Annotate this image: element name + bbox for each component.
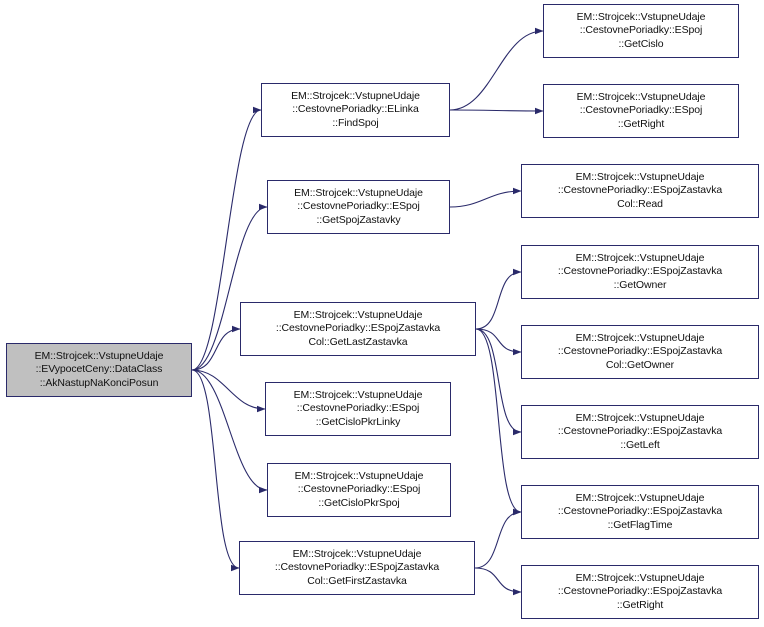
graph-node-label-line: EM::Strojcek::VstupneUdaje xyxy=(293,389,423,402)
graph-node-getleft[interactable] xyxy=(521,405,759,459)
graph-node-getcislopkrspoj[interactable] xyxy=(267,463,451,517)
graph-edge-getspojzastavky-to-read xyxy=(450,191,521,207)
graph-edge-root-to-getfirstzastavka xyxy=(192,370,239,568)
graph-node-label-line: ::GetCisloPkrSpoj xyxy=(318,496,400,509)
graph-node-label-line: ::GetLeft xyxy=(620,438,660,451)
graph-node-label-line: ::GetOwner xyxy=(613,278,667,291)
graph-node-read[interactable] xyxy=(521,164,759,218)
graph-node-label-line: EM::Strojcek::VstupneUdaje xyxy=(575,412,705,425)
graph-node-label-line: ::GetSpojZastavky xyxy=(316,213,401,226)
graph-node-label-line: Col::GetOwner xyxy=(605,358,675,371)
graph-node-label-line: ::CestovnePoriadky::ESpojZastavka xyxy=(557,345,723,358)
graph-node-label-line: ::CestovnePoriadky::ESpoj xyxy=(297,200,420,213)
graph-node-label-line: ::GetFlagTime xyxy=(607,518,673,531)
graph-edge-root-to-getcislopkrlinky xyxy=(192,370,265,409)
graph-node-label-line: EM::Strojcek::VstupneUdaje xyxy=(34,350,164,363)
graph-edge-findspoj-to-getright_espoj xyxy=(450,110,543,111)
graph-node-label-line: ::GetCislo xyxy=(618,37,664,50)
graph-node-label-line: ::CestovnePoriadky::ESpojZastavka xyxy=(274,561,440,574)
graph-node-getright_espoj[interactable] xyxy=(543,84,739,138)
graph-node-label-line: ::CestovnePoriadky::ESpoj xyxy=(579,104,703,117)
graph-node-label-line: ::EVypocetCeny::DataClass xyxy=(35,363,163,376)
graph-node-col_getowner[interactable] xyxy=(521,325,759,379)
graph-node-label-line: ::CestovnePoriadky::ESpojZastavka xyxy=(557,265,723,278)
graph-edge-findspoj-to-getcislo xyxy=(450,31,543,110)
graph-node-label-line: EM::Strojcek::VstupneUdaje xyxy=(291,90,420,103)
graph-node-label-line: EM::Strojcek::VstupneUdaje xyxy=(575,492,705,505)
graph-node-getright_zastavka[interactable] xyxy=(521,565,759,619)
graph-node-getfirstzastavka[interactable] xyxy=(239,541,475,595)
graph-edge-getlastzastavka-to-getowner xyxy=(476,272,521,329)
graph-node-label-line: EM::Strojcek::VstupneUdaje xyxy=(294,187,423,200)
graph-node-getlastzastavka[interactable] xyxy=(240,302,476,356)
graph-edge-getlastzastavka-to-col_getowner xyxy=(476,329,521,352)
graph-node-label-line: EM::Strojcek::VstupneUdaje xyxy=(576,11,706,24)
graph-node-label-line: Col::Read xyxy=(617,197,663,210)
graph-node-label-line: ::FindSpoj xyxy=(332,116,379,129)
graph-node-root[interactable] xyxy=(6,343,192,397)
graph-node-getcislopkrlinky[interactable] xyxy=(265,382,451,436)
graph-node-label-line: EM::Strojcek::VstupneUdaje xyxy=(575,572,705,585)
graph-node-label-line: ::GetRight xyxy=(617,117,665,130)
graph-node-label-line: ::AkNastupNaKonciPosun xyxy=(39,376,159,389)
graph-node-label-line: ::GetCisloPkrLinky xyxy=(315,415,401,428)
graph-node-label-line: EM::Strojcek::VstupneUdaje xyxy=(575,252,705,265)
graph-node-label-line: ::CestovnePoriadky::ESpoj xyxy=(579,24,703,37)
graph-edge-getfirstzastavka-to-getflagtime xyxy=(475,512,521,568)
graph-node-label-line: ::CestovnePoriadky::ESpojZastavka xyxy=(557,425,723,438)
graph-node-getowner[interactable] xyxy=(521,245,759,299)
graph-node-label-line: Col::GetLastZastavka xyxy=(308,335,408,348)
graph-node-label-line: EM::Strojcek::VstupneUdaje xyxy=(576,91,706,104)
graph-node-findspoj[interactable] xyxy=(261,83,450,137)
graph-node-label-line: EM::Strojcek::VstupneUdaje xyxy=(575,171,705,184)
graph-node-label-line: ::CestovnePoriadky::ESpoj xyxy=(296,402,420,415)
graph-node-label-line: Col::GetFirstZastavka xyxy=(307,574,407,587)
graph-edge-getlastzastavka-to-getflagtime xyxy=(476,329,521,512)
graph-node-label-line: ::CestovnePoriadky::ESpoj xyxy=(297,483,421,496)
graph-node-getcislo[interactable] xyxy=(543,4,739,58)
graph-edge-root-to-getcislopkrspoj xyxy=(192,370,267,490)
graph-node-label-line: ::CestovnePoriadky::ESpojZastavka xyxy=(557,184,723,197)
graph-node-label-line: EM::Strojcek::VstupneUdaje xyxy=(293,309,423,322)
graph-node-label-line: ::CestovnePoriadky::ESpojZastavka xyxy=(557,505,723,518)
graph-node-label-line: ::CestovnePoriadky::ELinka xyxy=(292,103,419,116)
graph-node-label-line: ::CestovnePoriadky::ESpojZastavka xyxy=(557,585,723,598)
graph-node-label-line: EM::Strojcek::VstupneUdaje xyxy=(294,470,424,483)
graph-node-label-line: EM::Strojcek::VstupneUdaje xyxy=(292,548,422,561)
graph-node-getflagtime[interactable] xyxy=(521,485,759,539)
graph-node-label-line: ::GetRight xyxy=(616,598,664,611)
graph-node-label-line: EM::Strojcek::VstupneUdaje xyxy=(575,332,705,345)
graph-edge-getfirstzastavka-to-getright_zastavka xyxy=(475,568,521,592)
graph-node-label-line: ::CestovnePoriadky::ESpojZastavka xyxy=(275,322,441,335)
graph-node-getspojzastavky[interactable] xyxy=(267,180,450,234)
